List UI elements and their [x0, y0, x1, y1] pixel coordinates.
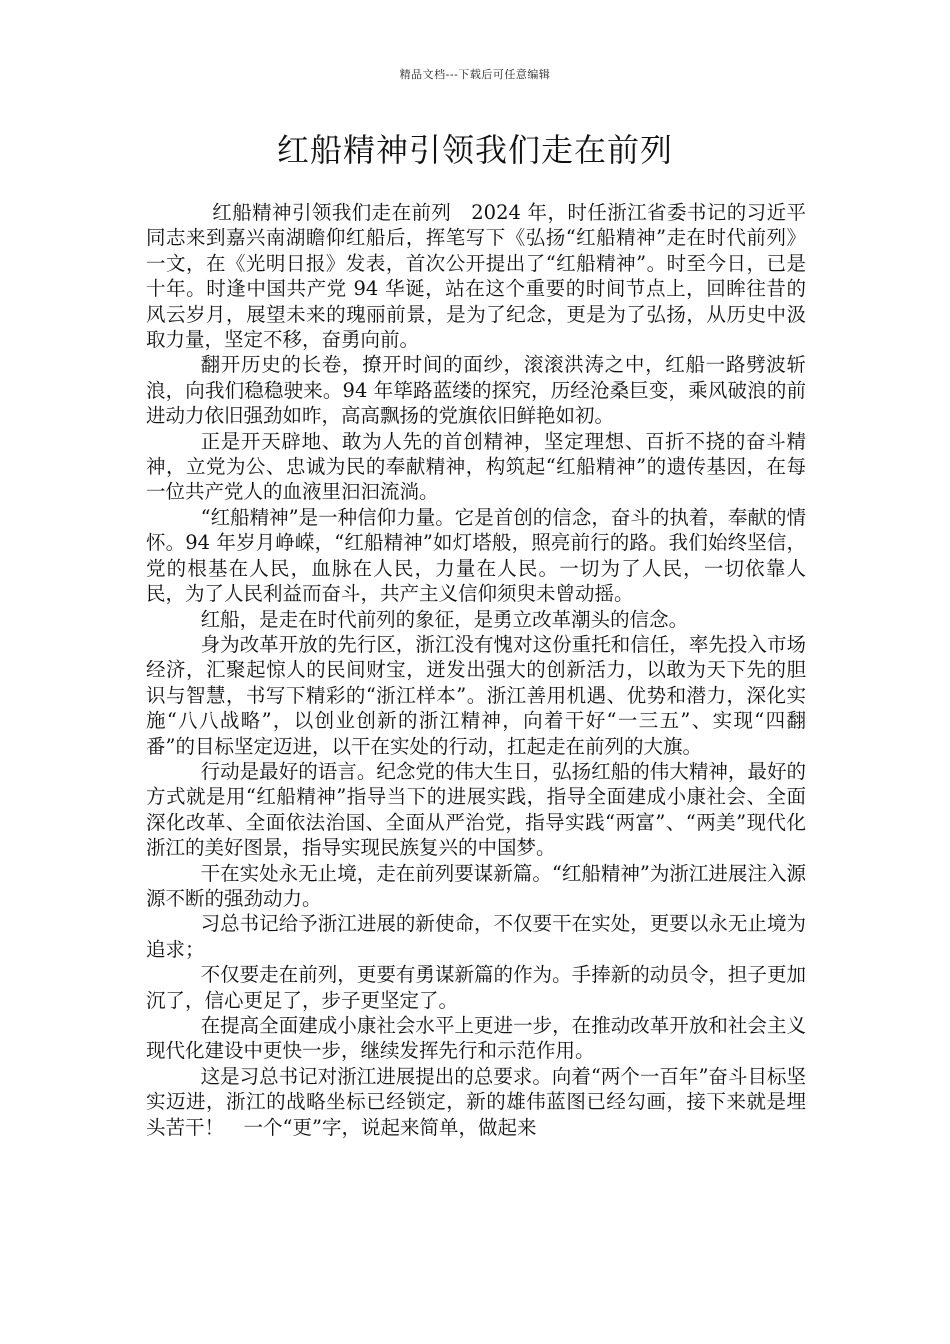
paragraph: “红船精神”是一种信仰力量。它是首创的信念，奋斗的执着，奉献的情怀。94 年岁月峥嵘，“红船精神”如灯塔般，照亮前行的路。我们始终坚信，党的根基在人民，血脉在人民，力量在人民。一切为了人民，一切依靠人民，为了人民利益而奋斗，共产主义信仰须臾未曾动摇。 — [146, 505, 806, 606]
paragraph: 正是开天辟地、敢为人先的首创精神，坚定理想、百折不挠的奋斗精神，立党为公、忠诚为民的奉献精神，构筑起“红船精神”的遗传基因，在每一位共产党人的血液里汩汩流淌。 — [146, 429, 806, 504]
paragraph: 习总书记给予浙江进展的新使命，不仅要干在实处，更要以永无止境为追求； — [146, 912, 806, 961]
paragraph: 红船，是走在时代前列的象征，是勇立改革潮头的信念。 — [200, 607, 689, 631]
paragraph: 行动是最好的语言。纪念党的伟大生日，弘扬红船的伟大精神，最好的方式就是用“红船精神”指导当下的进展实践，指导全面建成小康社会、全面深化改革、全面依法治国、全面从严治党，指导实践“两富”、“两美”现代化浙江的美好图景，指导实现民族复兴的中国梦。 — [146, 759, 806, 860]
paragraph: 干在实处永无止境，走在前列要谋新篇。“红船精神”为浙江进展注入源源不断的强劲动力。 — [146, 861, 806, 910]
document-body — [146, 200, 806, 1140]
paragraph: 身为改革开放的先行区，浙江没有愧对这份重托和信任，率先投入市场经济，汇聚起惊人的民间财宝，迸发出强大的创新活力，以敢为天下先的胆识与智慧，书写下精彩的“浙江样本”。浙江善用机遇、优势和潜力，深化实施“八八战略”，以创业创新的浙江精神，向着干好“一三五”、实现“四翻番”的目标坚定迈进，以干在实处的行动，扛起走在前列的大旗。 — [146, 632, 806, 758]
document-title: 红船精神引领我们走在前列 — [276, 131, 673, 169]
paragraph-intro: 红船精神引领我们走在前列 2024 年，时任浙江省委书记的习近平同志来到嘉兴南湖瞻仰红船后，挥笔写下《弘扬“红船精神”走在时代前列》一文，在《光明日报》发表，首次公开提出了“红船精神”。时至今日，已是十年。时逢中国共产党 94 华诞，站在这个重要的时间节点上，回眸往昔的风云岁月，展望未来的瑰丽前景，是为了纪念，更是为了弘扬，从历史中汲取力量，坚定不移，奋勇向前。 — [146, 201, 806, 352]
page-header: 精品文档---下载后可任意编辑 — [399, 68, 551, 81]
paragraph: 翻开历史的长卷，撩开时间的面纱，滚滚洪涛之中，红船一路劈波斩浪，向我们稳稳驶来。94 年筚路蓝缕的探究，历经沧桑巨变，乘风破浪的前进动力依旧强劲如昨，高高飘扬的党旗依旧鲜艳如初。 — [146, 353, 806, 428]
paragraph: 在提高全面建成小康社会水平上更进一步，在推动改革开放和社会主义现代化建设中更快一步，继续发挥先行和示范作用。 — [146, 1014, 806, 1063]
paragraph: 这是习总书记对浙江进展提出的总要求。向着“两个一百年”奋斗目标坚实迈进，浙江的战略坐标已经锁定，新的雄伟蓝图已经勾画，接下来就是埋头苦干！ 一个“更”字，说起来简单，做起来 — [146, 1064, 806, 1139]
paragraph: 不仅要走在前列，更要有勇谋新篇的作为。手捧新的动员令，担子更加沉了，信心更足了，步子更坚定了。 — [146, 963, 806, 1012]
